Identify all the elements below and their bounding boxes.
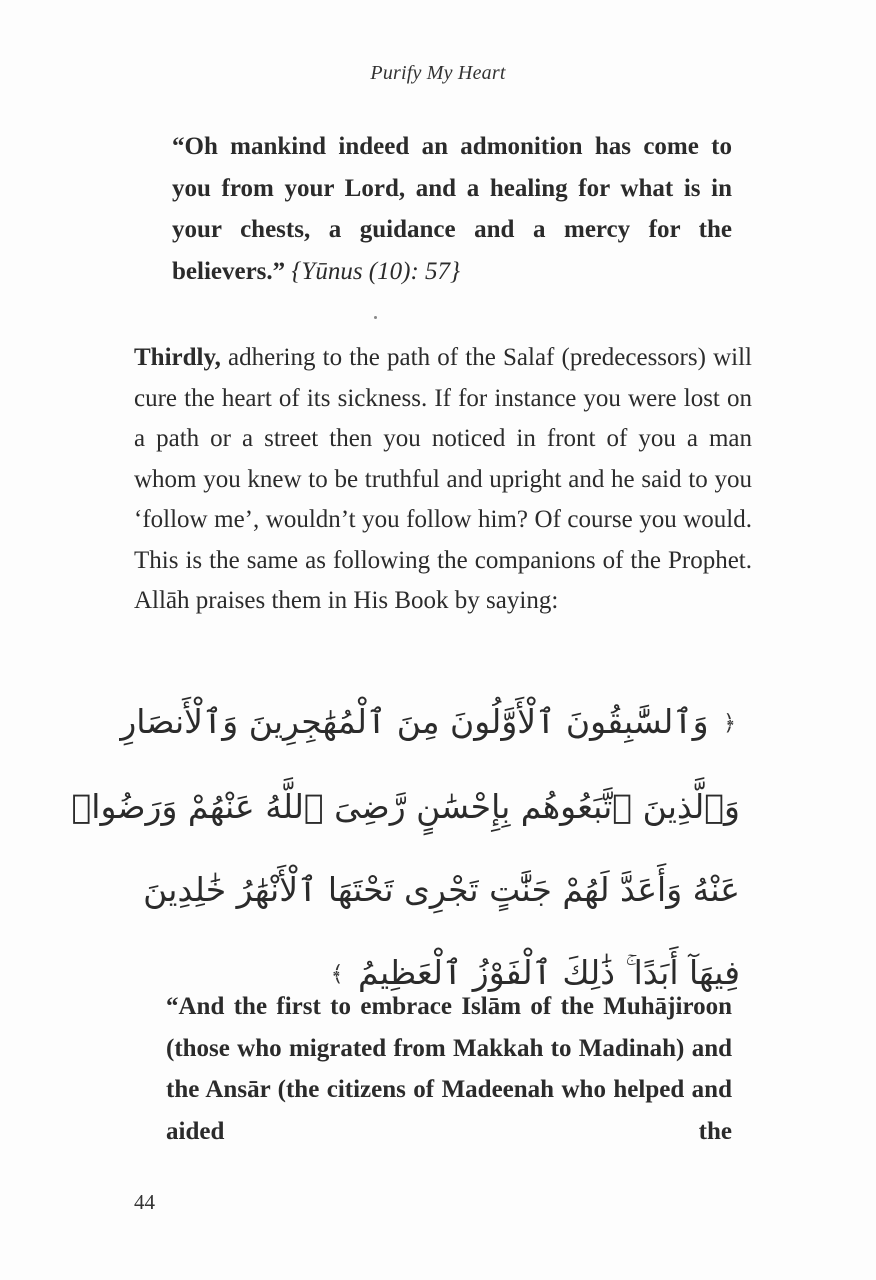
verse-open-ornament-icon: ﴿	[723, 711, 736, 736]
paragraph-lead: Thirdly,	[134, 344, 221, 371]
running-head: Purify My Heart	[370, 62, 506, 84]
arabic-line-2: وَٱلَّذِينَ ٱتَّبَعُوهُم بِإِحْسَٰنٍ رَّضِىَ ٱللَّهُ عَنْهُمْ وَرَضُوا۟	[71, 787, 740, 826]
arabic-line-3: عَنْهُ وَأَعَدَّ لَهُمْ جَنَّٰتٍ تَجْرِى تَحْتَهَا ٱلْأَنْهَٰرُ خَٰلِدِينَ	[143, 870, 740, 909]
arabic-verse	[71, 680, 740, 1016]
print-speck	[374, 316, 377, 319]
quran-quote	[172, 126, 732, 292]
verse-close-ornament-icon: ﴾	[330, 962, 344, 987]
arabic-line-1: ﴿ وَٱلسَّٰبِقُونَ ٱلْأَوَّلُونَ مِنَ ٱلْمُهَٰجِرِينَ وَٱلْأَنصَارِ	[150, 680, 740, 765]
quote-text: “Oh mankind indeed an admonition has come to you from your Lord, and a healing for what is in your chests, a guidance and a mercy for the believers.”	[172, 133, 732, 285]
arabic-line-4: فِيهَآ أَبَدًا ۚ ذَٰلِكَ ٱلْفَوْزُ ٱلْعَظِيمُ ﴾	[150, 931, 740, 1016]
body-paragraph	[134, 338, 752, 622]
paragraph-text: adhering to the path of the Salaf (predecessors) will cure the heart of its sickness. If for instance you were lost on a path or a street then you noticed in front of you a man whom you knew to be truthful and upright and he said to you ‘follow me’, wouldn’t you follow him? Of course you would. This is the same as following the companions of the Prophet. Allāh praises them in His Book by saying:	[134, 344, 752, 614]
quote-citation: {Yūnus (10): 57}	[291, 257, 461, 285]
page-number: 44	[134, 1190, 155, 1214]
verse-translation: “And the first to embrace Islām of the Muhājiroon (those who migrated from Makkah to Madinah) and the Ansār (the citizens of Madeenah who helped and aided the	[166, 993, 732, 1145]
